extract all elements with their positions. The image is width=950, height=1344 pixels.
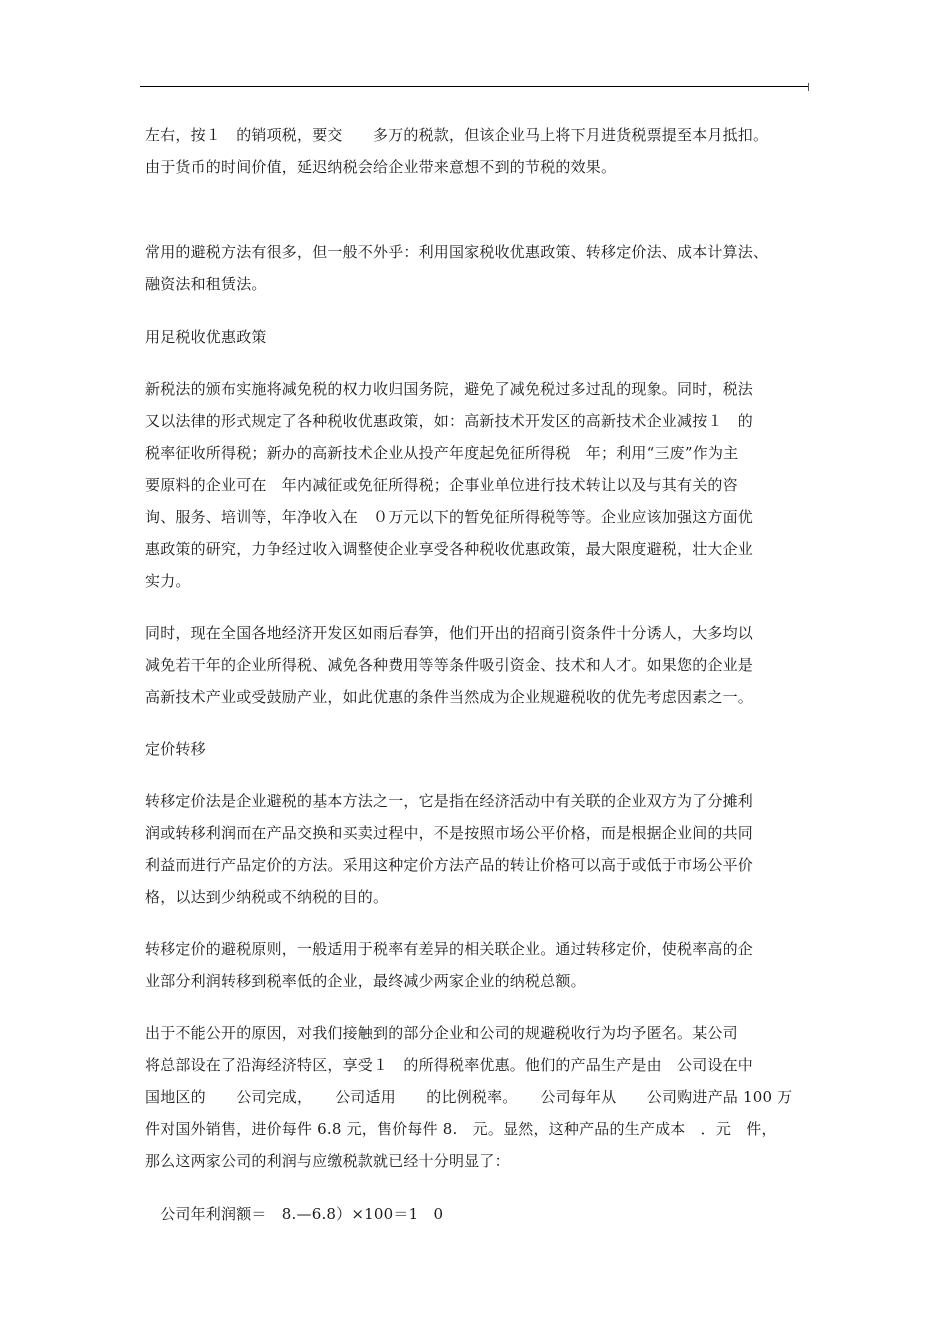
header-rule xyxy=(140,86,809,87)
paragraph-line: 同时，现在全国各地经济开发区如雨后春笋，他们开出的招商引资条件十分诱人，大多均以 xyxy=(145,624,754,642)
paragraph-line: 询、服务、培训等，年净收入在 ０万元以下的暂免征所得税等等。企业应该加强这方面优 xyxy=(145,508,754,526)
paragraph-line: 惠政策的研究，力争经过收入调整使企业享受各种税收优惠政策，最大限度避税，壮大企业 xyxy=(145,540,754,558)
section-heading: 定价转移 xyxy=(145,740,206,758)
paragraph-line: 出于不能公开的原因，对我们接触到的部分企业和公司的规避税收行为均予匿名。某公司 xyxy=(145,1024,738,1042)
paragraph-line: 转移定价的避税原则，一般适用于税率有差异的相关联企业。通过转移定价，使税率高的企 xyxy=(145,940,754,958)
paragraph-line: 利益而进行产品定价的方法。采用这种定价方法产品的转让价格可以高于或低于市场公平价 xyxy=(145,856,754,874)
paragraph-line: 减免若干年的企业所得税、减免各种费用等等条件吸引资金、技术和人才。如果您的企业是 xyxy=(145,656,754,674)
paragraph-line: 格，以达到少纳税或不纳税的目的。 xyxy=(145,888,389,906)
paragraph-line: 税率征收所得税；新办的高新技术企业从投产年度起免征所得税 年；利用“三废”作为主 xyxy=(145,444,739,462)
section-heading: 用足税收优惠政策 xyxy=(145,328,267,346)
paragraph-line: 由于货币的时间价值，延迟纳税会给企业带来意想不到的节税的效果。 xyxy=(145,158,617,176)
paragraph-line: 那么这两家公司的利润与应缴税款就已经十分明显了： xyxy=(145,1152,510,1170)
paragraph-line: 件对国外销售，进价每件 6.8 元，售价每件 8. 元。显然，这种产品的生产成本 ．元 件， xyxy=(145,1120,777,1138)
paragraph-line: 要原料的企业可在 年内减征或免征所得税；企事业单位进行技术转让以及与其有关的咨 xyxy=(145,476,738,494)
paragraph-line: 转移定价法是企业避税的基本方法之一，它是指在经济活动中有关联的企业双方为了分摊利 xyxy=(145,792,754,810)
paragraph-line: 将总部设在了沿海经济特区，享受１ 的所得税率优惠。他们的产品生产是由 公司设在中 xyxy=(145,1056,754,1074)
formula-line: 公司年利润额＝ 8.—6.8）×100＝1 0 xyxy=(145,1205,444,1223)
header-tick xyxy=(808,83,809,91)
paragraph-line: 又以法律的形式规定了各种税收优惠政策，如：高新技术开发区的高新技术企业减按１ 的 xyxy=(145,412,754,430)
paragraph-line: 融资法和租赁法。 xyxy=(145,275,267,293)
paragraph-line: 左右，按１ 的销项税，要交 多万的税款，但该企业马上将下月进货税票提至本月抵扣。 xyxy=(145,126,769,144)
paragraph-line: 润或转移利润而在产品交换和买卖过程中，不是按照市场公平价格，而是根据企业间的共同 xyxy=(145,824,754,842)
paragraph-line: 国地区的 公司完成， 公司适用 的比例税率。 公司每年从 公司购进产品 100 万 xyxy=(145,1088,793,1106)
paragraph-line: 常用的避税方法有很多，但一般不外乎：利用国家税收优惠政策、转移定价法、成本计算法、 xyxy=(145,243,769,261)
paragraph-line: 新税法的颁布实施将减免税的权力收归国务院，避免了减免税过多过乱的现象。同时，税法 xyxy=(145,380,754,398)
paragraph-line: 业部分利润转移到税率低的企业，最终减少两家企业的纳税总额。 xyxy=(145,972,586,990)
paragraph-line: 实力。 xyxy=(145,572,191,590)
paragraph-line: 高新技术产业或受鼓励产业，如此优惠的条件当然成为企业规避税收的优先考虑因素之一。 xyxy=(145,688,754,706)
